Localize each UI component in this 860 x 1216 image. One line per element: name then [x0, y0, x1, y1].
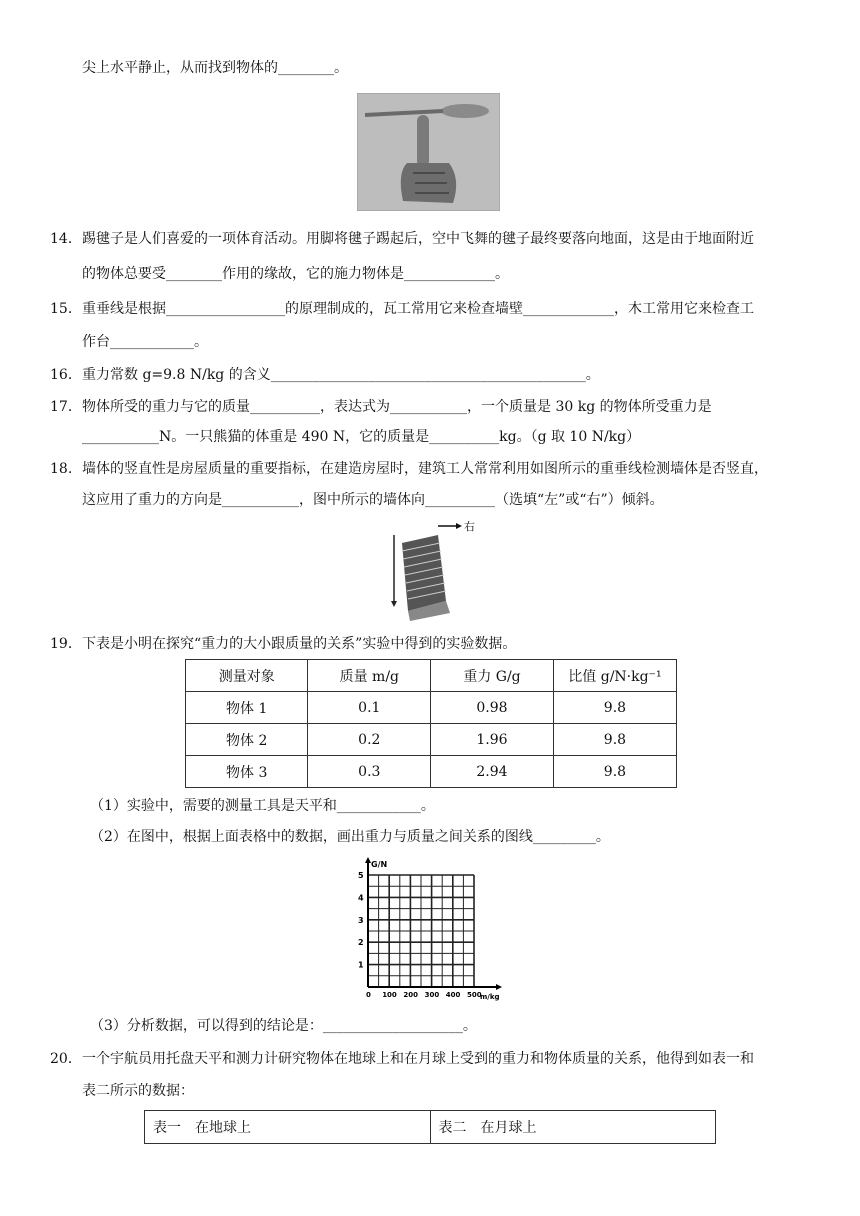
question-19-part-1: （1）实验中，需要的测量工具是天平和____________。: [90, 798, 435, 814]
question-13-tail: 尖上水平静止，从而找到物体的________。: [82, 60, 348, 76]
question-15-line-1: 重垂线是根据_________________的原理制成的，瓦工常用它来检查墙壁_____________，木工常用它来检查工: [82, 301, 754, 317]
table-header-row: [186, 660, 677, 692]
right-direction-label: 右: [464, 521, 475, 533]
question-16-number: 16．: [50, 367, 82, 383]
question-19-stem: 下表是小明在探究“重力的大小跟质量的关系”实验中得到的实验数据。: [82, 636, 517, 652]
table-cell-earth: 表一 在地球上: [145, 1111, 431, 1144]
table-cell: 0.1: [308, 692, 431, 724]
question-20-number: 20．: [50, 1051, 82, 1067]
y-tick-label: 1: [358, 960, 364, 970]
table-cell: 9.8: [553, 724, 676, 756]
y-axis-label: G/N: [371, 860, 388, 869]
question-18-line-1: 墙体的竖直性是房屋质量的重要指标，在建造房屋时，建筑工人常常利用如图所示的重垂线检测墙体是否竖直，: [82, 461, 768, 477]
y-tick-label: 5: [358, 871, 364, 880]
question-15-number: 15．: [50, 301, 82, 317]
earth-moon-table-header: [144, 1110, 716, 1144]
x-tick-label: 300: [424, 991, 440, 999]
question-18-line-2: 这应用了重力的方向是___________，图中所示的墙体向__________（选填“左”或“右”）倾斜。: [82, 492, 664, 508]
table-cell: 0.2: [308, 724, 431, 756]
finger-balance-figure: [357, 93, 500, 211]
x-tick-label: 100: [382, 991, 397, 999]
question-19-part-3: （3）分析数据，可以得到的结论是：____________________。: [90, 1018, 477, 1034]
question-17-line-1: 物体所受的重力与它的质量__________，表达式为___________，一个质量是 30 kg 的物体所受重力是: [82, 399, 712, 415]
x-tick-label: 200: [403, 991, 419, 999]
table-row: [186, 692, 677, 724]
table-cell: 2.94: [431, 756, 554, 788]
y-tick-label: 4: [358, 893, 364, 903]
table-cell-moon: 表二 在月球上: [430, 1111, 716, 1144]
question-19-number: 19．: [50, 636, 82, 652]
table-header-cell: 质量 m/g: [308, 660, 431, 692]
question-14-number: 14．: [50, 231, 82, 247]
table-cell: 1.96: [431, 724, 554, 756]
table-cell: 9.8: [553, 692, 676, 724]
table-cell: 9.8: [553, 756, 676, 788]
question-20-line-1: 一个宇航员用托盘天平和测力计研究物体在地球上和在月球上受到的重力和物体质量的关系，他得到如表一和: [82, 1051, 754, 1067]
table-cell: 物体 3: [186, 756, 308, 788]
x-axis-label: m/kg: [480, 993, 500, 1001]
table-cell: 0.3: [308, 756, 431, 788]
wall-plumb-figure: [388, 521, 478, 623]
table-row: [145, 1111, 716, 1144]
question-16-line: 重力常数 g=9.8 N/kg 的含义_____________________________________________。: [82, 367, 600, 383]
question-17-number: 17．: [50, 399, 82, 415]
finger-spoon-image: [357, 93, 500, 211]
table-cell: 物体 2: [186, 724, 308, 756]
x-tick-label: 400: [445, 991, 461, 999]
y-tick-label: 2: [358, 938, 364, 948]
table-header-cell: 测量对象: [186, 660, 308, 692]
question-18-number: 18.: [50, 461, 73, 477]
question-17-line-2: ___________N。一只熊猫的体重是 490 N，它的质量是__________kg。（g 取 10 N/kg）: [82, 429, 641, 445]
gravity-mass-table: [185, 659, 677, 788]
question-20-line-2: 表二所示的数据：: [82, 1083, 194, 1099]
question-19-part-2: （2）在图中，根据上面表格中的数据，画出重力与质量之间关系的图线_________。: [90, 829, 610, 845]
x-tick-label: 500: [467, 991, 482, 999]
table-row: [186, 724, 677, 756]
x-tick-label: 0: [366, 991, 371, 999]
table-cell: 物体 1: [186, 692, 308, 724]
question-14-line-2: 的物体总要受________作用的缘故，它的施力物体是_____________。: [82, 266, 509, 282]
y-tick-label: 3: [358, 915, 364, 925]
gravity-mass-graph: [354, 855, 504, 1001]
wall-image: [388, 521, 478, 623]
table-header-cell: 重力 G/g: [431, 660, 554, 692]
table-header-cell: 比值 g/N·kg⁻¹: [553, 660, 676, 692]
table-cell: 0.98: [431, 692, 554, 724]
grid-chart: [354, 855, 504, 1001]
question-15-line-2: 作台____________。: [82, 334, 208, 350]
question-14-line-1: 踢毽子是人们喜爱的一项体育活动。用脚将毽子踢起后，空中飞舞的毽子最终要落向地面，这是由于地面附近: [82, 231, 754, 247]
table-row: [186, 756, 677, 788]
